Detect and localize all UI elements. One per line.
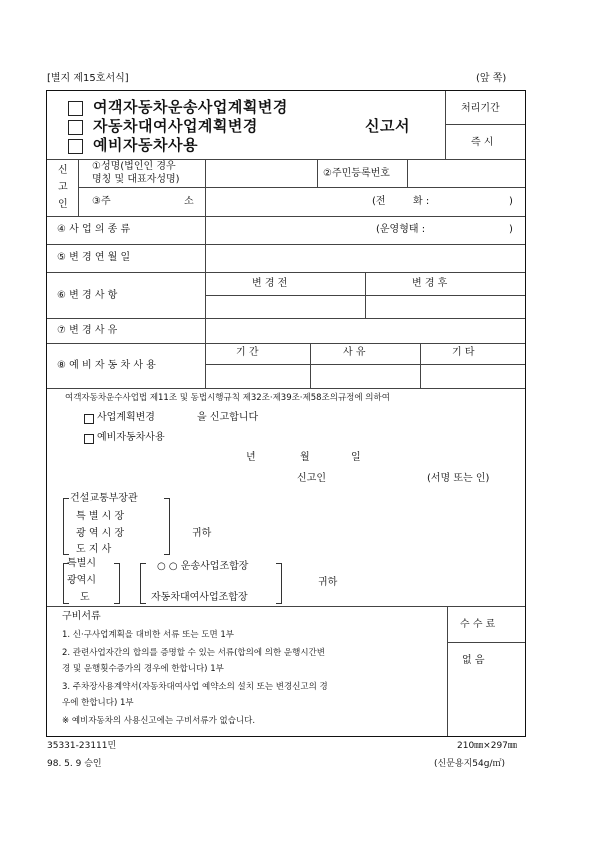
- reason-label: 사 유: [343, 347, 366, 358]
- fee-line: [447, 642, 525, 643]
- change-date-field[interactable]: [207, 246, 523, 270]
- title-option-2: 자동차대여사업계획변경: [93, 117, 258, 135]
- name-label-2: 명칭 및 대표자성명): [92, 174, 180, 185]
- document-note: ※ 예비자동차의 사용신고에는 구비서류가 없습니다.: [62, 716, 256, 726]
- recipient-minister: 건설교통부장관: [70, 493, 138, 504]
- document-item-1: 1. 신·구사업계획을 대비한 서류 또는 도면 1부: [62, 630, 235, 640]
- processing-line: [445, 124, 525, 125]
- row-line: [47, 343, 525, 344]
- processing-divider: [445, 91, 446, 159]
- option-checkbox-3[interactable]: [68, 139, 83, 154]
- other-field[interactable]: [422, 366, 523, 386]
- spare-vehicle-label: ⑧ 예 비 자 동 차 사 용: [57, 360, 156, 371]
- recipient2-right-2: 자동차대여사업조합장: [151, 592, 248, 603]
- after-label: 변 경 후: [412, 278, 448, 289]
- col-line: [420, 343, 421, 388]
- row-line: [47, 318, 525, 319]
- declare-suffix: 을 신고합니다: [197, 412, 259, 423]
- phone-label-2: 화 :: [413, 196, 430, 207]
- col-line: [205, 159, 206, 388]
- other-label: 기 타: [452, 347, 475, 358]
- name-field[interactable]: [207, 161, 315, 185]
- recipient2-right-1: ○ ○ 운송사업조합장: [157, 561, 249, 572]
- document-item-2: 2. 관련사업자간의 합의를 증명할 수 있는 서류(합의에 의한 운행시간변: [62, 648, 325, 658]
- recipient-bracket-left: [63, 498, 69, 555]
- col-line: [447, 606, 448, 736]
- title-option-1: 여객자동차운송사업계획변경: [93, 98, 288, 116]
- processing-value: 즉 시: [471, 137, 494, 148]
- recipient-seoul-mayor: 특 별 시 장: [76, 511, 125, 522]
- period-label: 기 간: [236, 347, 259, 358]
- change-date-label: ⑤ 변 경 연 월 일: [57, 252, 131, 263]
- row-line: [47, 388, 525, 389]
- recipient2-left-3: 도: [80, 592, 90, 603]
- col-line: [407, 159, 408, 187]
- reason-field[interactable]: [312, 366, 418, 386]
- address-label: ③주: [92, 196, 111, 207]
- page-side-label: (앞 쪽): [476, 73, 507, 84]
- legal-statement: 여객자동차운수사업법 제11조 및 동법시행규칙 제32조·제39조·제58조의규정에 의하여: [65, 393, 390, 403]
- option-checkbox-1[interactable]: [68, 101, 83, 116]
- rrn-label: ②주민등록번호: [323, 168, 390, 179]
- document-item-3: 3. 주차장사용계약서(자동차대여사업 예약소의 설치 또는 변경신고의 경: [62, 682, 328, 692]
- date-month: 월: [300, 452, 310, 463]
- recipient2-bracket-right: [114, 563, 120, 604]
- row-line: [78, 187, 525, 188]
- footer-paper: (신문용지54g/㎡): [434, 759, 505, 769]
- operation-type-close: ): [509, 224, 513, 235]
- date-year: 년: [246, 452, 256, 463]
- col-line: [365, 272, 366, 318]
- change-items-label: ⑥ 변 경 사 항: [57, 290, 118, 301]
- title-option-3: 예비자동차사용: [93, 136, 198, 154]
- address-label-2: 소: [184, 196, 194, 207]
- recipient-2-suffix: 귀하: [318, 577, 338, 588]
- col-line: [78, 159, 79, 216]
- phone-close: ): [509, 196, 513, 207]
- period-field[interactable]: [207, 366, 308, 386]
- title-suffix: 신고서: [365, 117, 410, 135]
- document-item-2b: 경 및 운행횟수증가의 경우에 한합니다) 1부: [62, 664, 224, 674]
- row-line: [47, 244, 525, 245]
- declare-option-2: 예비자동차사용: [97, 432, 165, 443]
- declare-option-1: 사업계획변경: [97, 412, 155, 423]
- before-field[interactable]: [207, 297, 363, 316]
- row-line: [205, 364, 525, 365]
- col-line: [317, 159, 318, 187]
- recipient2-left-1: 특별시: [67, 558, 96, 569]
- row-line: [47, 216, 525, 217]
- documents-title: 구비서류: [62, 611, 101, 622]
- name-label: ①성명(법인인 경우: [92, 161, 176, 172]
- footer-size: 210㎜×297㎜: [457, 741, 517, 751]
- footer-approval: 98. 5. 9 승인: [47, 759, 102, 769]
- operation-type-label: (운영형태 :: [376, 224, 426, 235]
- applicant-side-1: 신: [58, 165, 68, 176]
- document-item-3b: 우에 한합니다) 1부: [62, 698, 134, 708]
- rrn-field[interactable]: [409, 161, 523, 185]
- recipient3-bracket-left: [140, 563, 146, 604]
- before-label: 변 경 전: [252, 278, 288, 289]
- phone-label: (전: [372, 196, 386, 207]
- col-line: [310, 343, 311, 388]
- fee-value: 없 음: [462, 655, 485, 666]
- fee-label: 수 수 료: [460, 619, 496, 630]
- recipient-bracket-right: [164, 498, 170, 555]
- footer-form-code: 35331-23111민: [47, 741, 117, 751]
- change-reason-field[interactable]: [207, 320, 523, 341]
- after-field[interactable]: [367, 297, 523, 316]
- change-reason-label: ⑦ 변 경 사 유: [57, 325, 118, 336]
- date-day: 일: [351, 452, 361, 463]
- declare-checkbox-2[interactable]: [84, 434, 94, 444]
- applicant-sign-placeholder: (서명 또는 인): [427, 473, 490, 484]
- recipient-governor: 도 지 사: [76, 544, 112, 555]
- row-line: [47, 159, 525, 160]
- declare-checkbox-1[interactable]: [84, 414, 94, 424]
- option-checkbox-2[interactable]: [68, 120, 83, 135]
- business-type-label: ④ 사 업 의 종 류: [57, 224, 131, 235]
- recipient-1-suffix: 귀하: [192, 528, 212, 539]
- applicant-side-2: 고: [58, 182, 68, 193]
- business-type-field[interactable]: [207, 218, 367, 242]
- form-number: [별지 제15호서식]: [47, 73, 129, 84]
- row-line: [47, 606, 525, 607]
- recipient3-bracket-right: [276, 563, 282, 604]
- row-line: [47, 272, 525, 273]
- applicant-side-3: 인: [58, 199, 68, 210]
- recipient-metro-mayor: 광 역 시 장: [76, 528, 125, 539]
- processing-label: 처리기간: [461, 103, 500, 114]
- address-field[interactable]: [207, 189, 367, 214]
- applicant-sign-label: 신고인: [297, 473, 326, 484]
- recipient2-left-2: 광역시: [67, 575, 96, 586]
